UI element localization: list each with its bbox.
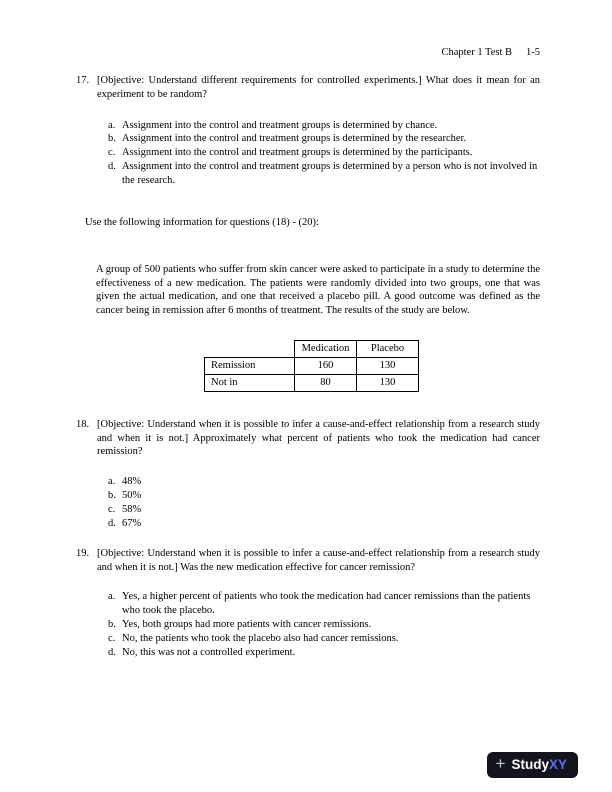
header-page-number: 1-5 (526, 47, 540, 58)
option-19c-label: c. (108, 633, 116, 645)
option-18b-label: b. (108, 490, 116, 502)
option-18a-label: a. (108, 476, 116, 488)
option-17d (108, 160, 540, 188)
table-cell-remission-placebo: 130 (357, 358, 419, 375)
option-19c-text: No, the patients who took the placebo also had cancer remissions. (122, 633, 399, 645)
option-18d (108, 517, 540, 531)
option-17a-text: Assignment into the control and treatment groups is determined by chance. (122, 119, 438, 131)
option-17b-label: b. (108, 133, 116, 145)
option-18b (108, 489, 540, 503)
table-header-medication: Medication (295, 341, 357, 358)
question-17 (76, 74, 540, 188)
option-19a-label: a. (108, 591, 116, 603)
option-17c-label: c. (108, 147, 116, 159)
option-19d (108, 646, 540, 660)
question-18-options (108, 475, 540, 530)
table-cell-notin-label: Not in (205, 374, 295, 391)
table-corner-cell (205, 341, 295, 358)
option-17d-text: Assignment into the control and treatment groups is determined by a person who is not involved in the research. (122, 161, 538, 187)
table-cell-notin-medication: 80 (295, 374, 357, 391)
option-17b-text: Assignment into the control and treatment groups is determined by the researcher. (122, 133, 467, 145)
table-header-placebo: Placebo (357, 341, 419, 358)
option-19b-text: Yes, both groups had more patients with cancer remissions. (122, 619, 372, 631)
option-19b (108, 618, 540, 632)
header-title: Chapter 1 Test B (441, 47, 512, 58)
option-19a (108, 590, 540, 618)
question-18-text: [Objective: Understand when it is possible to infer a cause-and-effect relationship from a research study and when it is not.] Approximately what percent of patients who took the medication had cancer remission? (97, 418, 540, 458)
option-18c (108, 503, 540, 517)
question-18 (76, 418, 540, 531)
option-18d-label: d. (108, 517, 116, 529)
option-17a-label: a. (108, 119, 116, 131)
info-instruction: Use the following information for questions (18) - (20): (85, 216, 319, 228)
logo-wordmark (511, 758, 567, 772)
question-19-number: 19. (76, 547, 90, 559)
question-17-text: [Objective: Understand different requirements for controlled experiments.] What does it mean for an experiment to be random? (97, 74, 540, 100)
question-17-number: 17. (76, 74, 90, 86)
option-19d-text: No, this was not a controlled experiment. (122, 646, 296, 658)
question-19 (76, 547, 540, 660)
table-header-row (205, 341, 419, 358)
option-17c (108, 146, 540, 160)
option-18c-text: 58% (122, 504, 142, 516)
option-18c-label: c. (108, 504, 116, 516)
option-17d-label: d. (108, 161, 116, 173)
option-19a-text: Yes, a higher percent of patients who took the medication had cancer remissions than the patients who took the placebo. (122, 591, 531, 617)
table-cell-remission-medication: 160 (295, 358, 357, 375)
option-19c (108, 632, 540, 646)
option-18a-text: 48% (122, 476, 142, 488)
option-17c-text: Assignment into the control and treatment groups is determined by the participants. (122, 147, 473, 159)
question-17-options (108, 119, 540, 188)
option-19d-label: d. (108, 646, 116, 658)
studyxy-logo (487, 752, 578, 778)
option-19b-label: b. (108, 619, 116, 631)
question-19-options (108, 590, 540, 659)
table-row-remission (205, 358, 419, 375)
question-19-text: [Objective: Understand when it is possible to infer a cause-and-effect relationship from a research study and when it is not.] Was the new medication effective for cancer remission? (97, 547, 540, 573)
results-table (204, 340, 419, 392)
logo-study-text: Study (511, 756, 549, 772)
page-header (76, 46, 540, 60)
table-row-notin (205, 374, 419, 391)
question-18-number: 18. (76, 418, 90, 430)
info-passage: A group of 500 patients who suffer from skin cancer were asked to participate in a study to determine the effectiveness of a new medication. The patients were randomly divided into two groups, one that was given the actual medication, and one that received a placebo pill. A good outcome was defined as the cancer being in remission after 6 months of treatment. The results of the study are below. (96, 263, 540, 317)
table-cell-notin-placebo: 130 (357, 374, 419, 391)
option-18d-text: 67% (122, 517, 142, 529)
option-17b (108, 132, 540, 146)
table-cell-remission-label: Remission (205, 358, 295, 375)
plus-icon: + (495, 754, 506, 773)
option-17a (108, 119, 540, 133)
logo-xy-text: XY (548, 756, 567, 772)
option-18b-text: 50% (122, 490, 142, 502)
option-18a (108, 475, 540, 489)
